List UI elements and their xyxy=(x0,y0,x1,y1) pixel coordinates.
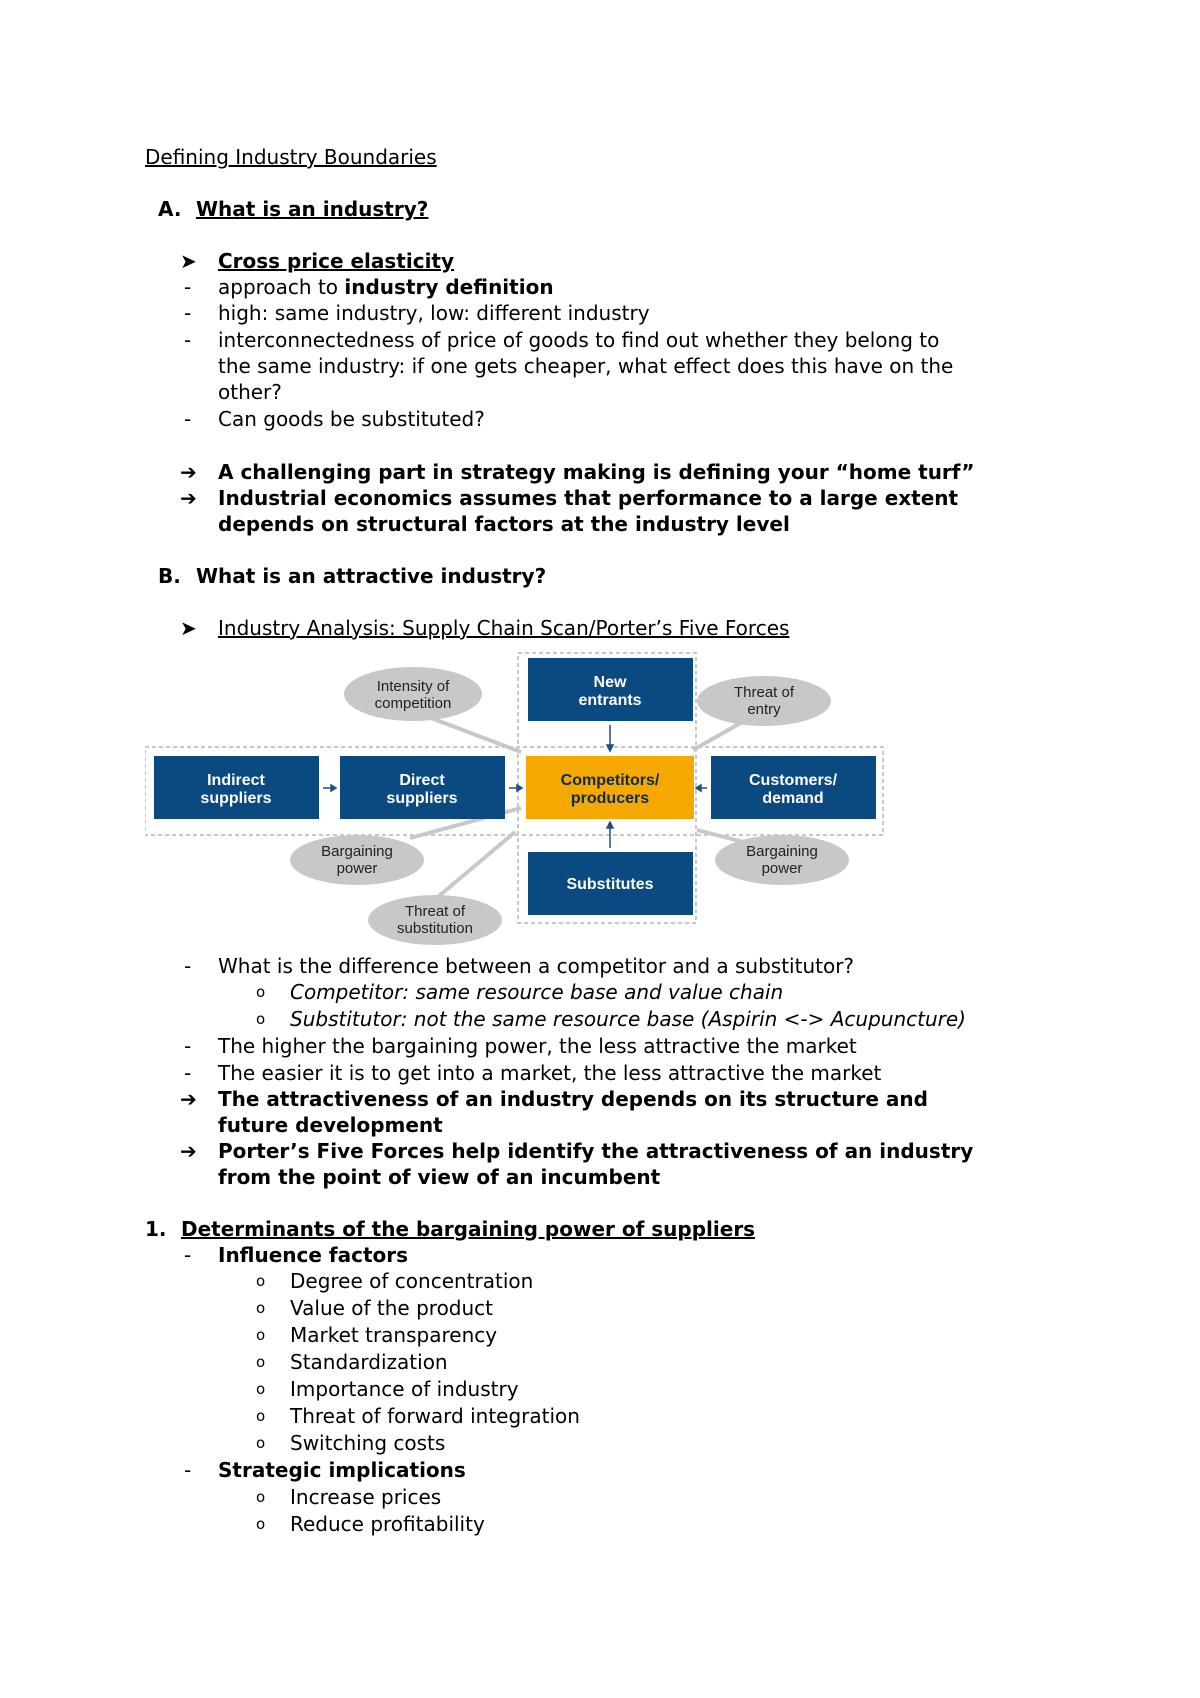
ellipse-label: substitution xyxy=(397,920,473,937)
ellipse-label: competition xyxy=(374,695,452,712)
arrow-head xyxy=(607,745,613,751)
dash-bullet: - xyxy=(184,328,192,352)
ellipse-label: Bargaining xyxy=(321,843,393,860)
item-bold: industry definition xyxy=(344,275,554,299)
list-item-cont: other? xyxy=(218,380,282,404)
list-item: The easier it is to get into a market, the less attractive the market xyxy=(218,1061,882,1085)
sub-item: Degree of concentration xyxy=(290,1269,534,1293)
right-arrow-icon: ➔ xyxy=(180,1087,197,1111)
sub-item: Standardization xyxy=(290,1350,448,1374)
right-arrow-icon: ➔ xyxy=(180,460,197,484)
list-item xyxy=(218,274,554,300)
cross-price-heading: Cross price elasticity xyxy=(218,249,455,273)
sub-item: Value of the product xyxy=(290,1296,494,1320)
chevron-icon: ➤ xyxy=(180,249,197,273)
box-label: Competitors/ xyxy=(560,772,660,789)
circle-bullet: o xyxy=(256,1380,266,1398)
chevron-icon: ➤ xyxy=(180,616,197,640)
box-label: Indirect xyxy=(207,772,265,789)
box-label: New xyxy=(593,674,627,691)
sub-item: Competitor: same resource base and value chain xyxy=(290,980,784,1004)
circle-bullet: o xyxy=(256,1272,266,1290)
ellipse-label: Bargaining xyxy=(746,843,818,860)
industry-analysis-heading: Industry Analysis: Supply Chain Scan/Porter’s Five Forces xyxy=(218,616,790,640)
list-item: What is the difference between a competitor and a substitutor? xyxy=(218,954,855,978)
list-item: interconnectedness of price of goods to find out whether they belong to xyxy=(218,328,940,352)
sub-item: Threat of forward integration xyxy=(290,1404,580,1428)
conclusion: The attractiveness of an industry depends on its structure and xyxy=(218,1087,928,1111)
conclusion: Industrial economics assumes that performance to a large extent xyxy=(218,486,959,510)
dash-bullet: - xyxy=(184,1034,192,1058)
box-label: producers xyxy=(570,790,650,807)
list-item: Can goods be substituted? xyxy=(218,407,485,431)
arrow-head xyxy=(517,785,522,791)
ellipse-label: Threat of xyxy=(404,903,466,920)
ellipse-label: entry xyxy=(747,701,781,718)
item-text: approach to xyxy=(218,275,345,299)
box-label: Direct xyxy=(399,772,445,789)
sub-item: Importance of industry xyxy=(290,1377,519,1401)
dash-bullet: - xyxy=(184,275,192,299)
circle-bullet: o xyxy=(256,983,266,1001)
circle-bullet: o xyxy=(256,1407,266,1425)
dash-bullet: - xyxy=(184,1243,192,1267)
box-label: suppliers xyxy=(386,790,458,807)
sub-item: Reduce profitability xyxy=(290,1512,485,1536)
conclusion-cont: depends on structural factors at the industry level xyxy=(218,512,790,536)
circle-bullet: o xyxy=(256,1488,266,1506)
box-label: entrants xyxy=(578,692,642,709)
dash-bullet: - xyxy=(184,1061,192,1085)
ellipse-label: power xyxy=(761,860,803,877)
box-label: suppliers xyxy=(200,790,272,807)
section-a-number: A. xyxy=(158,197,182,221)
list-item: high: same industry, low: different industry xyxy=(218,301,650,325)
sub-item: Increase prices xyxy=(290,1485,442,1509)
page-title: Defining Industry Boundaries xyxy=(145,145,437,169)
right-arrow-icon: ➔ xyxy=(180,1139,197,1163)
sub-item: Substitutor: not the same resource base (Aspirin <-> Acupuncture) xyxy=(290,1007,966,1031)
dash-bullet: - xyxy=(184,407,192,431)
circle-bullet: o xyxy=(256,1353,266,1371)
section-1-heading: Determinants of the bargaining power of suppliers xyxy=(181,1217,756,1241)
sub-item: Switching costs xyxy=(290,1431,446,1455)
five-forces-diagram xyxy=(145,650,895,945)
influence-factors-label: Influence factors xyxy=(218,1243,409,1267)
strategic-implications-label: Strategic implications xyxy=(218,1458,466,1482)
box-label: Customers/ xyxy=(748,772,838,789)
box-label: Substitutes xyxy=(566,876,654,893)
circle-bullet: o xyxy=(256,1326,266,1344)
section-b-number: B. xyxy=(158,564,181,588)
ellipse-label: Intensity of xyxy=(376,678,450,695)
list-item: The higher the bargaining power, the less attractive the market xyxy=(218,1034,857,1058)
ellipse-label: Threat of xyxy=(733,684,795,701)
circle-bullet: o xyxy=(256,1010,266,1028)
box-label: demand xyxy=(762,790,824,807)
conclusion-cont: future development xyxy=(218,1113,443,1137)
circle-bullet: o xyxy=(256,1515,266,1533)
circle-bullet: o xyxy=(256,1434,266,1452)
section-b-heading: What is an attractive industry? xyxy=(196,564,547,588)
arrow-head xyxy=(607,822,613,828)
section-a-heading: What is an industry? xyxy=(196,197,429,221)
arrow-head xyxy=(331,785,336,791)
dash-bullet: - xyxy=(184,1458,192,1482)
dash-bullet: - xyxy=(184,954,192,978)
conclusion-cont: from the point of view of an incumbent xyxy=(218,1165,661,1189)
right-arrow-icon: ➔ xyxy=(180,486,197,510)
conclusion: A challenging part in strategy making is defining your “home turf” xyxy=(218,460,975,484)
list-item-cont: the same industry: if one gets cheaper, what effect does this have on the xyxy=(218,354,954,378)
section-1-number: 1. xyxy=(145,1217,167,1241)
conclusion: Porter’s Five Forces help identify the attractiveness of an industry xyxy=(218,1139,974,1163)
sub-item: Market transparency xyxy=(290,1323,498,1347)
circle-bullet: o xyxy=(256,1299,266,1317)
dash-bullet: - xyxy=(184,301,192,325)
ellipse-label: power xyxy=(336,860,378,877)
